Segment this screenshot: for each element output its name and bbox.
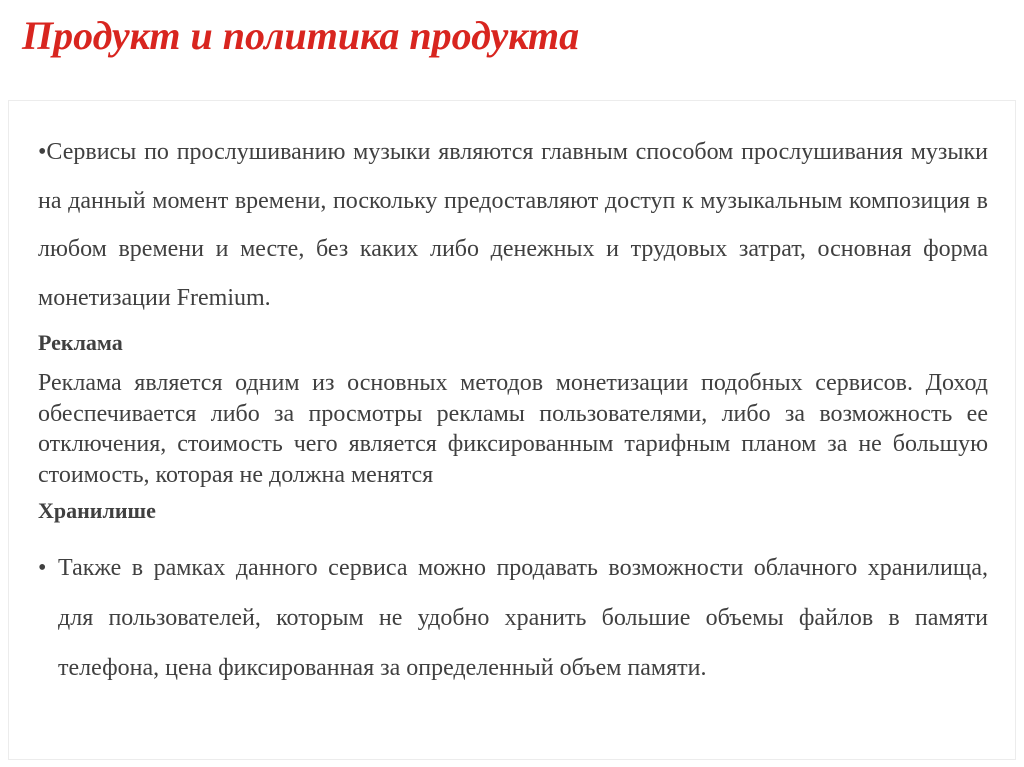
storage-heading: Хранилише <box>38 498 156 523</box>
ads-heading: Реклама <box>38 330 123 355</box>
storage-paragraph: Также в рамках данного сервиса можно продавать возможности облачного хранилища, для пользователей, которым не удобно хранить большие объемы файлов в памяти телефона, цена фиксированная за определенный объем памяти. <box>58 555 988 681</box>
slide-title: Продукт и политика продукта <box>22 13 580 58</box>
storage-bullet-item <box>38 543 988 693</box>
intro-paragraph: •Сервисы по прослушиванию музыки являются главным способом прослушивания музыки на данный момент времени, поскольку предоставляют доступ к музыкальным композиция в любом времени и месте, без каких либо денежных и трудовых затрат, основная форма монетизации Fremium. <box>38 139 988 311</box>
bullet-marker: • <box>38 555 47 581</box>
ads-paragraph: Реклама является одним из основных методов монетизации подобных сервисов. Доход обеспечивается либо за просмотры рекламы пользователями, либо за возможность ее отключения, стоимость чего является фиксированным тарифным планом за не большую стоимость, которая не должна менятся <box>38 370 988 488</box>
